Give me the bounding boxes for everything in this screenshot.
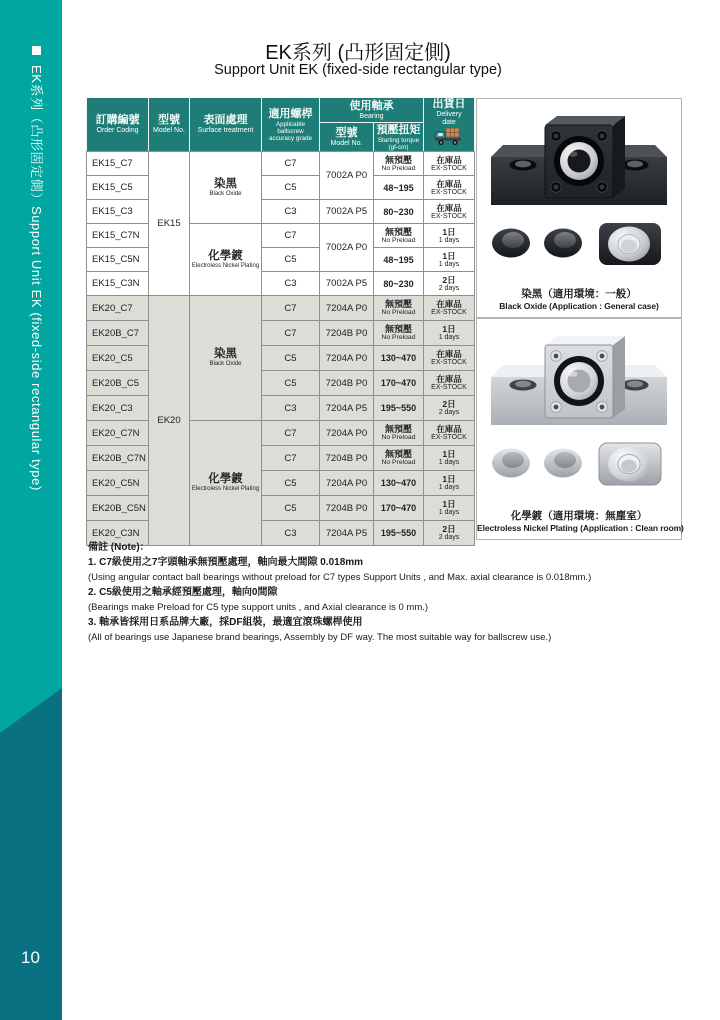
table-row — [87, 296, 475, 321]
model-group-cell: EK20 — [149, 296, 190, 546]
torque-cell: 無預壓 No Preload — [374, 152, 424, 176]
order-coding-cell: EK20_C7N — [87, 421, 149, 446]
bearing-cell: 7204B P0 — [320, 371, 374, 396]
delivery-cell: 在庫品 EX-STOCK — [424, 421, 475, 446]
torque-cell: 無預壓 No Preload — [374, 421, 424, 446]
table-row — [87, 248, 475, 272]
grade-cell: C7 — [262, 321, 320, 346]
order-coding-cell: EK20_C7 — [87, 296, 149, 321]
grade-cell: C7 — [262, 224, 320, 248]
table-row — [87, 496, 475, 521]
header-order-coding: 訂購編號 Order Coding — [87, 98, 149, 152]
header-surface-treatment: 表面處理 Surface treatment — [190, 98, 262, 152]
delivery-cell: 2日 2 days — [424, 521, 475, 546]
grade-cell: C7 — [262, 421, 320, 446]
note-line: (All of bearings use Japanese brand bearings, Assembly by DF way. The most suitable way for ballscrew use.) — [88, 632, 552, 643]
bearing-cell: 7204A P0 — [320, 471, 374, 496]
order-coding-cell: EK15_C3N — [87, 272, 149, 296]
page-subtitle: Support Unit EK (fixed-side rectangular type) — [214, 62, 502, 78]
delivery-cell: 2日 2 days — [424, 396, 475, 421]
torque-cell: 195~550 — [374, 521, 424, 546]
table-row — [87, 152, 475, 176]
table-row — [87, 421, 475, 446]
grade-cell: C3 — [262, 272, 320, 296]
photo-caption — [477, 287, 681, 312]
delivery-truck-icon — [434, 127, 464, 146]
table-header-row — [87, 98, 475, 123]
order-coding-cell: EK20B_C7 — [87, 321, 149, 346]
delivery-cell: 1日 1 days — [424, 446, 475, 471]
table-row — [87, 396, 475, 421]
delivery-cell: 1日 1 days — [424, 224, 475, 248]
order-coding-cell: EK20B_C5 — [87, 371, 149, 396]
table-row — [87, 176, 475, 200]
photo-panel-black-oxide — [476, 98, 682, 318]
bearing-cell: 7204A P5 — [320, 521, 374, 546]
photo-caption — [477, 509, 684, 534]
bearing-cell: 7204A P0 — [320, 296, 374, 321]
order-coding-cell: EK20_C5N — [87, 471, 149, 496]
surface-cell: 染黑 Black Oxide — [190, 152, 262, 224]
delivery-cell: 在庫品 EX-STOCK — [424, 176, 475, 200]
header-delivery-date: 出貨日 Delivery date — [424, 98, 475, 152]
caption-en: Electroless Nickel Plating (Application : Clean room) — [477, 523, 684, 533]
bearing-cell: 7204B P0 — [320, 446, 374, 471]
delivery-cell: 1日 1 days — [424, 471, 475, 496]
bearing-cell: 7002A P5 — [320, 272, 374, 296]
torque-cell: 80~230 — [374, 200, 424, 224]
bearing-cell: 7204B P0 — [320, 496, 374, 521]
order-coding-cell: EK15_C3 — [87, 200, 149, 224]
torque-cell: 無預壓 No Preload — [374, 321, 424, 346]
bearing-cell: 7204B P0 — [320, 321, 374, 346]
support-unit-black-image — [481, 103, 677, 275]
torque-cell: 80~230 — [374, 272, 424, 296]
order-coding-cell: EK20B_C5N — [87, 496, 149, 521]
order-coding-cell: EK15_C5N — [87, 248, 149, 272]
grade-cell: C7 — [262, 296, 320, 321]
bearing-cell: 7002A P0 — [320, 224, 374, 272]
bearing-cell: 7002A P0 — [320, 152, 374, 200]
header-bearing-model: 型號 Model No. — [320, 123, 374, 152]
table-row — [87, 200, 475, 224]
table-row — [87, 471, 475, 496]
surface-cell: 染黑 Black Oxide — [190, 296, 262, 421]
torque-cell: 130~470 — [374, 346, 424, 371]
grade-cell: C5 — [262, 346, 320, 371]
grade-cell: C5 — [262, 371, 320, 396]
delivery-cell: 1日 1 days — [424, 248, 475, 272]
order-coding-cell: EK20_C5 — [87, 346, 149, 371]
table-row — [87, 446, 475, 471]
order-coding-cell: EK20_C3N — [87, 521, 149, 546]
bearing-cell: 7002A P5 — [320, 200, 374, 224]
table-row — [87, 321, 475, 346]
bearing-cell: 7204A P0 — [320, 421, 374, 446]
delivery-cell: 1日 1 days — [424, 321, 475, 346]
header-bearing-group: 使用軸承 Bearing — [320, 98, 424, 123]
sidebar-vertical-text: EK系列（凸形固定側）Support Unit EK (fixed-side rectangular type) — [29, 65, 44, 491]
torque-cell: 195~550 — [374, 396, 424, 421]
grade-cell: C3 — [262, 200, 320, 224]
torque-cell: 無預壓 No Preload — [374, 224, 424, 248]
order-coding-cell: EK15_C7 — [87, 152, 149, 176]
bearing-cell: 7204A P5 — [320, 396, 374, 421]
torque-cell: 48~195 — [374, 248, 424, 272]
header-accuracy-grade: 適用螺桿 Applicable ballscrew accuracy grade — [262, 98, 320, 152]
grade-cell: C3 — [262, 521, 320, 546]
model-group-cell: EK15 — [149, 152, 190, 296]
note-line: (Bearings make Preload for C5 type support units , and Axial clearance is 0 mm.) — [88, 602, 429, 613]
delivery-cell: 在庫品 EX-STOCK — [424, 296, 475, 321]
delivery-cell: 在庫品 EX-STOCK — [424, 200, 475, 224]
table-row — [87, 272, 475, 296]
order-coding-cell: EK20B_C7N — [87, 446, 149, 471]
table-row — [87, 371, 475, 396]
torque-cell: 170~470 — [374, 371, 424, 396]
table-row — [87, 346, 475, 371]
header-starting-torque: 預壓扭矩 Starting torque (gf-cm) — [374, 123, 424, 152]
delivery-cell: 在庫品 EX-STOCK — [424, 152, 475, 176]
grade-cell: C5 — [262, 248, 320, 272]
torque-cell: 48~195 — [374, 176, 424, 200]
order-coding-cell: EK15_C5 — [87, 176, 149, 200]
delivery-cell: 在庫品 EX-STOCK — [424, 371, 475, 396]
grade-cell: C5 — [262, 471, 320, 496]
torque-cell: 170~470 — [374, 496, 424, 521]
spec-table — [86, 97, 475, 546]
note-line: 1. C7級使用之7字頭軸承無預壓處理，軸向最大間隙 0.018mm — [88, 557, 364, 568]
note-line: 2. C5級使用之軸承經預壓處理，軸向0間隙 — [88, 587, 278, 598]
surface-cell: 化學鍍 Electroless Nickel Plating — [190, 224, 262, 296]
order-coding-cell: EK20_C3 — [87, 396, 149, 421]
notes-title: 備註 (Note)： — [88, 542, 150, 553]
delivery-cell: 在庫品 EX-STOCK — [424, 346, 475, 371]
caption-en: Black Oxide (Application : General case) — [499, 301, 659, 311]
photo-panel-nickel-plating — [476, 318, 682, 540]
surface-cell: 化學鍍 Electroless Nickel Plating — [190, 421, 262, 546]
delivery-cell: 1日 1 days — [424, 496, 475, 521]
order-coding-cell: EK15_C7N — [87, 224, 149, 248]
grade-cell: C5 — [262, 176, 320, 200]
sidebar-vertical-label — [28, 46, 47, 491]
note-line: 3. 軸承皆採用日系品牌大廠，採DF組裝，最適宜滾珠螺桿使用 — [88, 617, 363, 628]
page-title: EK系列 (凸形固定側) — [265, 42, 451, 64]
torque-cell: 130~470 — [374, 471, 424, 496]
table-row — [87, 224, 475, 248]
page-number: 10 — [21, 948, 40, 967]
torque-cell: 無預壓 No Preload — [374, 446, 424, 471]
delivery-cell: 2日 2 days — [424, 272, 475, 296]
square-bullet-icon — [32, 46, 41, 55]
caption-cjk: 染黑（適用環境：一般） — [521, 288, 637, 300]
grade-cell: C3 — [262, 396, 320, 421]
grade-cell: C7 — [262, 152, 320, 176]
support-unit-silver-image — [481, 323, 677, 495]
caption-cjk: 化學鍍（適用環境：無塵室） — [510, 510, 648, 522]
grade-cell: C7 — [262, 446, 320, 471]
grade-cell: C5 — [262, 496, 320, 521]
torque-cell: 無預壓 No Preload — [374, 296, 424, 321]
sidebar-dark-corner — [0, 688, 62, 1020]
notes-section — [88, 540, 660, 645]
bearing-cell: 7204A P0 — [320, 346, 374, 371]
header-model-no: 型號 Model No. — [149, 98, 190, 152]
note-line: (Using angular contact ball bearings without preload for C7 types Support Units , and Max. axial clearance is 0.018mm.) — [88, 572, 592, 583]
